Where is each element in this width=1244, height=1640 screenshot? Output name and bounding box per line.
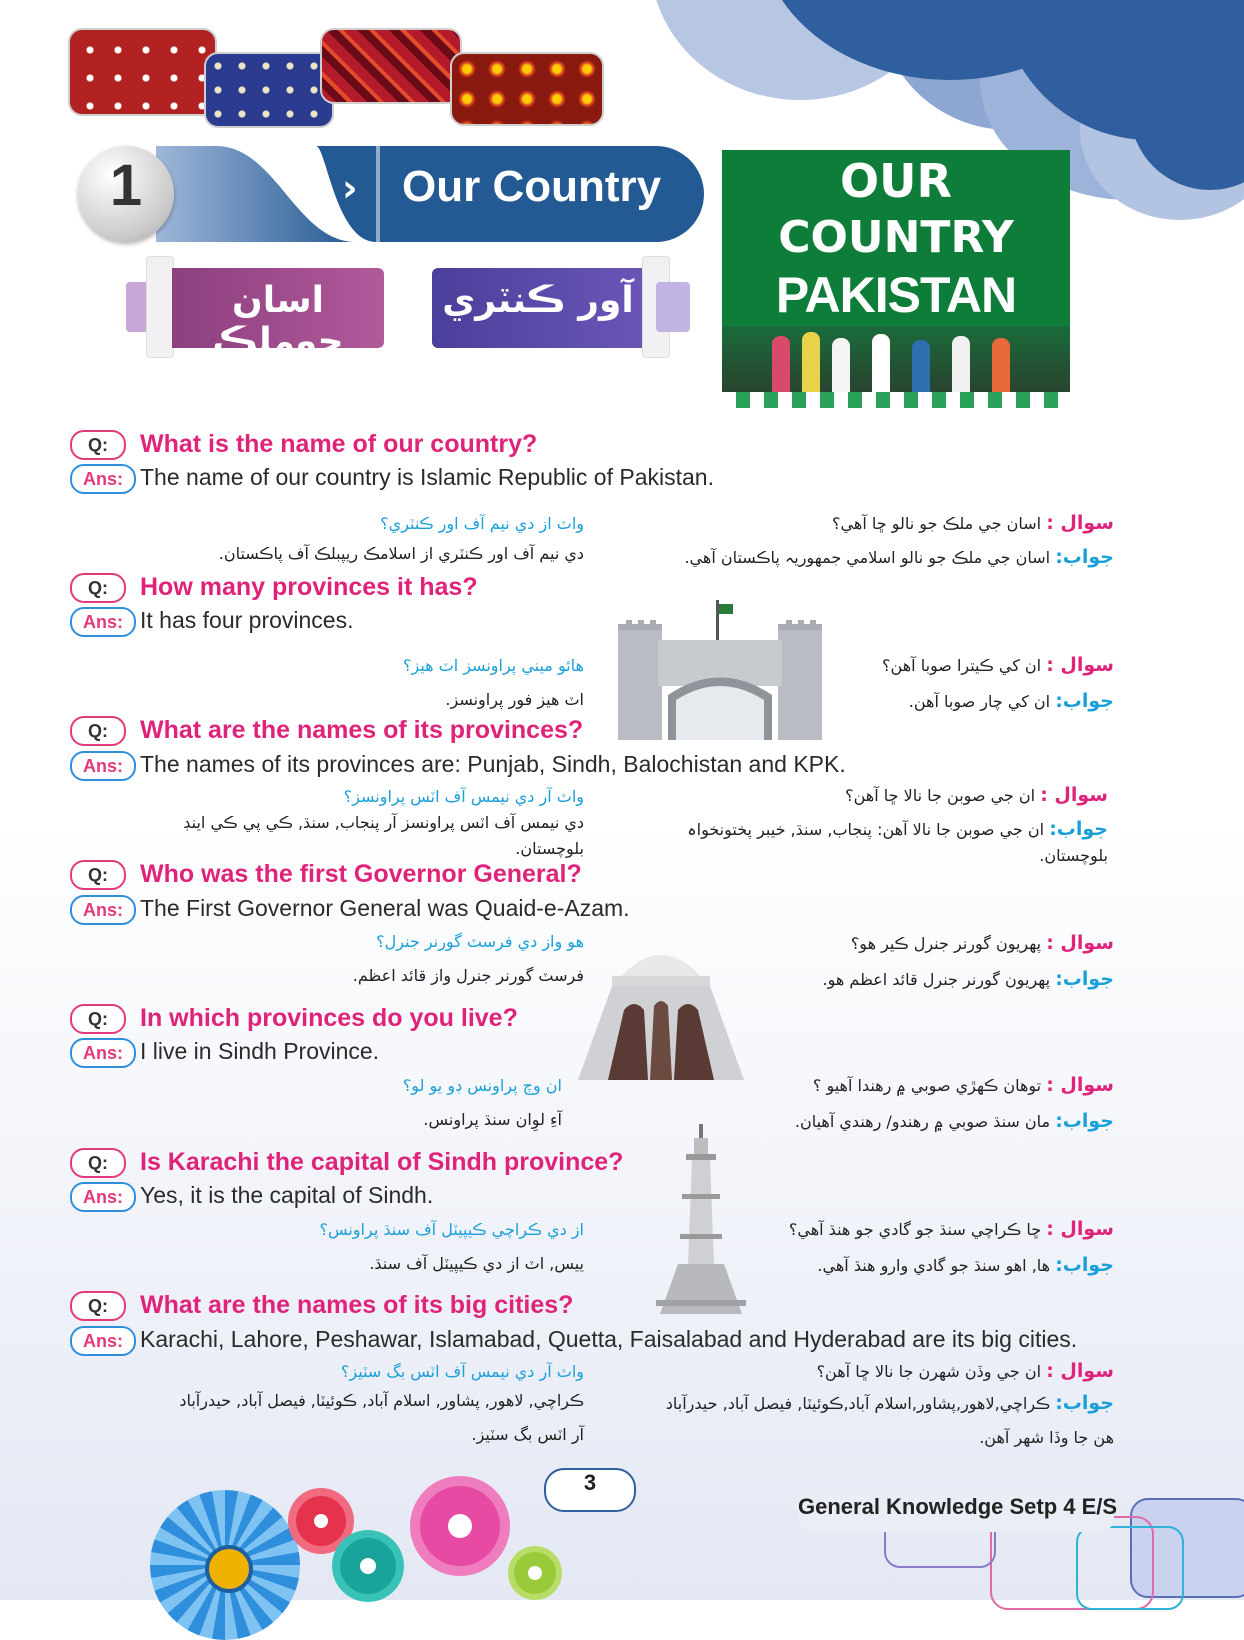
sindhi-question: ان جي وڏن شهرن جا نالا ڇا آهن؟ — [816, 1362, 1042, 1381]
sindhi-question: ان جي صوبن جا نالا ڇا آهن؟ — [845, 786, 1036, 805]
jawab-label: جواب: — [1049, 818, 1108, 840]
translit-answer: ڪراچي, لاهور, پشاور, اسلام آباد, ڪوئيٽا, فيصل آباد, حيدرآباد آر اٽس بگ سٽيز. — [179, 1391, 584, 1444]
sindhi-question: اسان جي ملڪ جو نالو ڇا آهي؟ — [832, 514, 1042, 533]
sindhi-answer: اسان جي ملڪ جو نالو اسلامي جمهوريہ پاڪستان آهي. — [684, 548, 1051, 567]
sawal-label: سوال : — [1046, 932, 1114, 954]
question-text: What are the names of its provinces? — [140, 716, 584, 744]
q-badge: Q: — [70, 860, 126, 890]
question-text: In which provinces do you live? — [140, 1004, 518, 1032]
translit-question: واٽ آر دي نيمس آف اٽس بگ سٽيز؟ — [340, 1362, 584, 1381]
answer-text: Karachi, Lahore, Peshawar, Islamabad, Quetta, Faisalabad and Hyderabad are its big cities. — [140, 1326, 1078, 1352]
question-text: What is the name of our country? — [140, 430, 538, 458]
sindhi-answer: پهريون گورنر جنرل قائد اعظم هو. — [822, 970, 1051, 989]
jawab-label: جواب: — [1055, 690, 1114, 712]
answer-text: The name of our country is Islamic Republic of Pakistan. — [140, 464, 714, 490]
ans-badge: Ans: — [70, 751, 136, 781]
answer-text: The First Governor General was Quaid-e-Azam. — [140, 895, 630, 921]
sawal-label: سوال : — [1046, 1360, 1114, 1382]
bab-e-khyber-image — [618, 600, 828, 740]
sawal-label: سوال : — [1046, 512, 1114, 534]
question-text: How many provinces it has? — [140, 573, 478, 601]
chapter-title: Our Country — [402, 162, 662, 211]
sindhi-question: پهريون گورنر جنرل ڪير هو؟ — [850, 934, 1042, 953]
question-text: Is Karachi the capital of Sindh province? — [140, 1148, 624, 1176]
pakistan-poster — [722, 150, 1070, 408]
q-badge: Q: — [70, 430, 126, 460]
q-badge: Q: — [70, 1148, 126, 1178]
ans-badge: Ans: — [70, 464, 136, 494]
translit-question: واٽ آر دي نيمس آف اٽس پراونسز؟ — [343, 787, 584, 806]
minar-e-pakistan-image — [656, 1124, 746, 1314]
question-text: Who was the first Governor General? — [140, 860, 582, 888]
q-badge: Q: — [70, 573, 126, 603]
sindhi-answer: ان کي چار صوبا آهن. — [908, 692, 1051, 711]
jawab-label: جواب: — [1055, 1110, 1114, 1132]
sawal-label: سوال : — [1046, 654, 1114, 676]
translit-question: هائو ميني پراونسز اٽ هيز؟ — [402, 656, 584, 675]
answer-text: It has four provinces. — [140, 607, 354, 633]
sindhi-answer: ڪراچي,لاهور,پشاور,اسلام آباد,ڪوئيٽا, فيصل آباد, حيدرآباد هن جا وڏا شهر آهن. — [665, 1394, 1114, 1447]
sindhi-answer: مان سنڌ صوبي ۾ رهندو/ رهندي آهيان. — [794, 1112, 1051, 1131]
sindhi-question: توهان ڪهڙي صوبي ۾ رهندا آهيو ؟ — [812, 1076, 1042, 1095]
translit-answer: فرسٽ گورنر جنرل واز قائد اعظم. — [352, 966, 584, 985]
sindhi-question: ڇا ڪراچي سنڌ جو گادي جو هنڌ آهي؟ — [788, 1220, 1042, 1239]
page-number: 3 — [544, 1468, 636, 1512]
q-badge: Q: — [70, 1291, 126, 1321]
book-title: General Knowledge Setp 4 E/S — [798, 1494, 1118, 1519]
urdu-tag-right-text: آور ڪنٽري — [442, 280, 634, 321]
translit-answer: اٽ هيز فور پراونسز. — [445, 690, 584, 709]
question-text: What are the names of its big cities? — [140, 1291, 574, 1319]
translit-question: ان وچ پراونس ڊو يو لو؟ — [402, 1076, 562, 1095]
poster-line-1: OUR — [840, 154, 952, 208]
translit-answer: دي نيمس آف اٽس پراونسز آر پنجاب, سنڌ, ڪي پي ڪي اينڊ بلوچستان. — [183, 813, 584, 858]
translit-question: از دي ڪراچي ڪيپيٽل آف سنڌ پراونس؟ — [319, 1220, 584, 1239]
ans-badge: Ans: — [70, 607, 136, 637]
sawal-label: سوال : — [1040, 784, 1108, 806]
sawal-label: سوال : — [1046, 1218, 1114, 1240]
answer-text: I live in Sindh Province. — [140, 1038, 380, 1064]
poster-line-2: COUNTRY — [778, 212, 1014, 263]
q-badge: Q: — [70, 1004, 126, 1034]
translit-answer: دي نيم آف اور ڪنٽري از اسلامڪ ريپبلڪ آف پاڪستان. — [218, 544, 584, 563]
jawab-label: جواب: — [1055, 546, 1114, 568]
answer-text: Yes, it is the capital of Sindh. — [140, 1182, 434, 1208]
sindhi-answer: ان جي صوبن جا نالا آهن: پنجاب, سنڌ, خيبر پختونخواہ بلوچستان. — [687, 820, 1108, 865]
jawab-label: جواب: — [1055, 1254, 1114, 1276]
urdu-tag-left-text: اسان جوملڪ — [212, 280, 344, 362]
ans-badge: Ans: — [70, 1326, 136, 1356]
sindhi-question: ان کي ڪيترا صوبا آهن؟ — [882, 656, 1042, 675]
poster-line-3: PAKISTAN — [775, 267, 1017, 323]
children-photo — [722, 326, 1070, 408]
q-badge: Q: — [70, 716, 126, 746]
jawab-label: جواب: — [1055, 968, 1114, 990]
chevron-right-icon: › — [342, 166, 358, 210]
translit-answer: آءِ لوِان سنڌ پراونس. — [423, 1110, 562, 1129]
mazar-e-quaid-image — [568, 940, 754, 1080]
chapter-number: 1 — [109, 153, 143, 218]
sindhi-answer: ها, اهو سنڌ جو گادي وارو هنڌ آهي. — [817, 1256, 1051, 1275]
translit-question: هو واز دي فرسٽ گورنر جنرل؟ — [376, 932, 584, 951]
sawal-label: سوال : — [1046, 1074, 1114, 1096]
ans-badge: Ans: — [70, 1182, 136, 1212]
jawab-label: جواب: — [1055, 1392, 1114, 1414]
answer-text: The names of its provinces are: Punjab, Sindh, Balochistan and KPK. — [140, 751, 846, 777]
translit-answer: ييس, اٽ از دي ڪيپيٽل آف سنڌ. — [369, 1254, 584, 1273]
translit-question: واٽ از دي نيم آف اور ڪنٽري؟ — [380, 514, 584, 533]
ans-badge: Ans: — [70, 895, 136, 925]
ans-badge: Ans: — [70, 1038, 136, 1068]
